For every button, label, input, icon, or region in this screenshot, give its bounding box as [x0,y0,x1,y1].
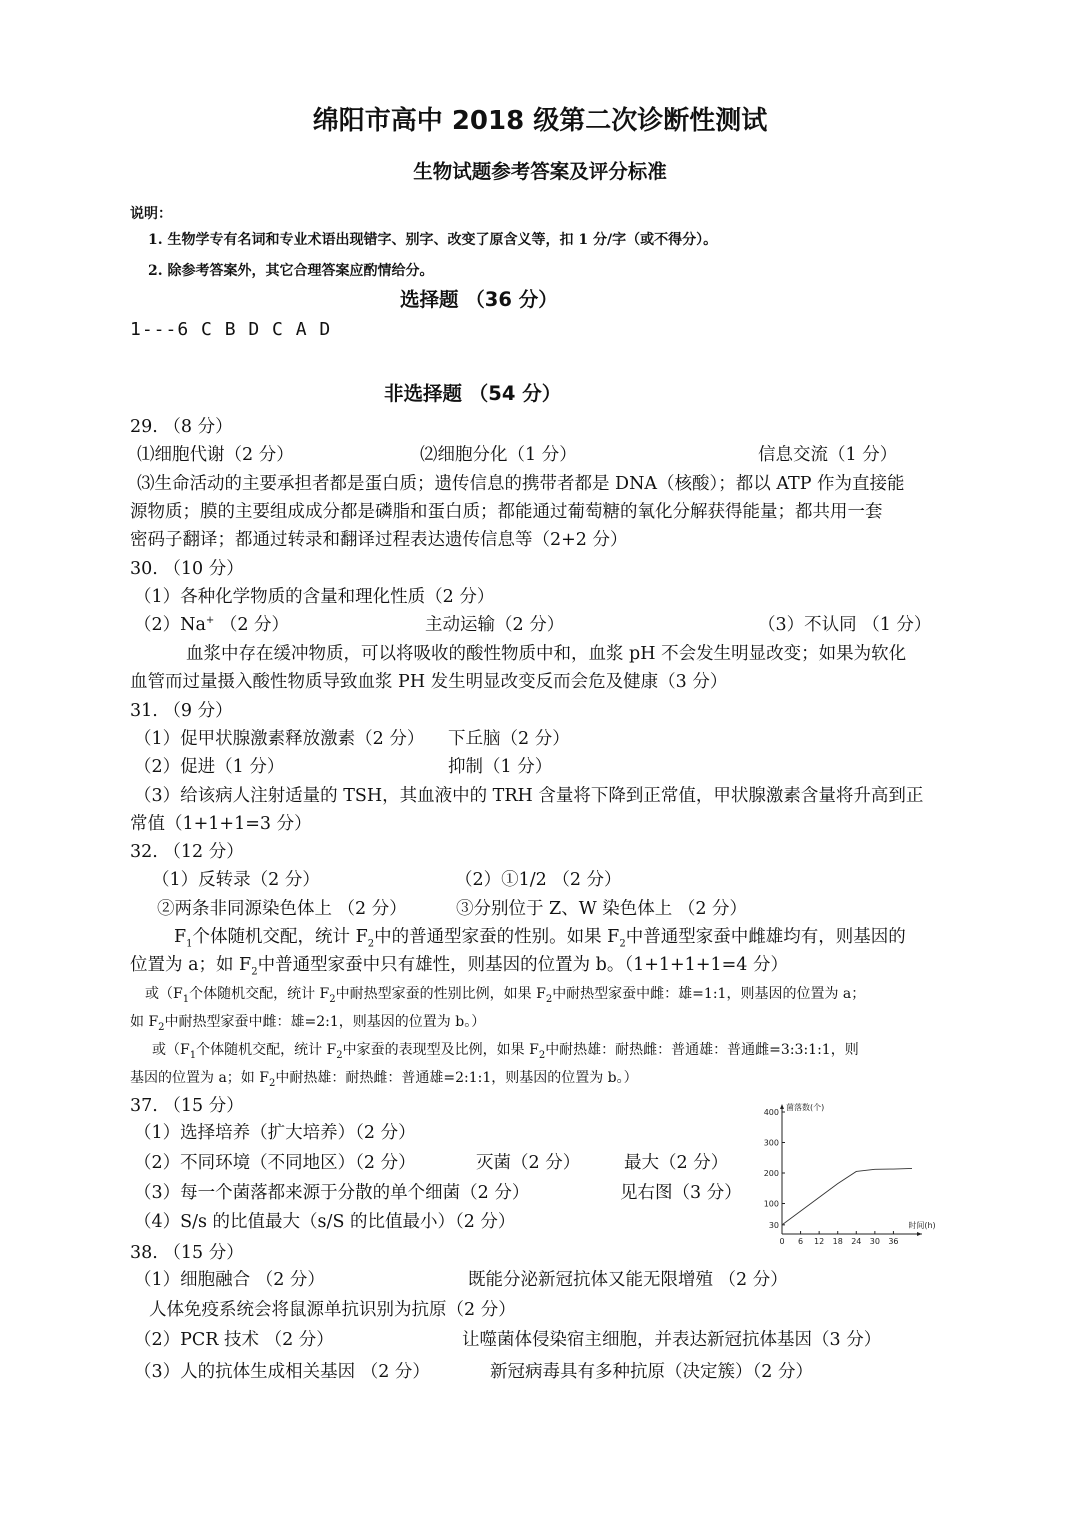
q37-heading: 37. （15 分） [130,1096,244,1116]
q32-alt-1a: 或（$F_1$个体随机交配，统计 $F_2$中耐热型家蚕的性别比例，如果 $F_2$中耐热型家蚕中雌：雄=1:1，则基因的位置为 a； [145,986,866,1005]
q38-answer-2b: 让噬菌体侵染宿主细胞，并表达新冠抗体基因（3 分） [462,1330,882,1350]
q31-answer-2b: 抑制（1 分） [448,757,553,777]
note-item-2: 2. 除参考答案外，其它合理答案应酌情给分。 [148,263,434,279]
q38-answer-1: （1）细胞融合 （2 分） [134,1270,325,1290]
q30-line-2: 血管而过量摄入酸性物质导致血浆 PH 发生明显改变反而会危及健康（3 分） [130,672,728,692]
q38-answer-1c: 人体免疫系统会将鼠源单抗识别为抗原（2 分） [149,1300,516,1320]
q29-heading: 29. （8 分） [130,417,233,437]
x-tick-label: 0 [779,1237,785,1246]
q29-line-3: 密码子翻译；都通过转录和翻译过程表达遗传信息等（2+2 分） [130,530,628,550]
q37-answer-2b: 灭菌（2 分） [476,1153,581,1173]
x-tick-label: 6 [798,1237,804,1246]
x-tick-label: 12 [814,1237,825,1246]
q38-answer-3b: 新冠病毒具有多种抗原（决定簇）（2 分） [490,1362,813,1382]
page-title: 绵阳市高中 2018 级第二次诊断性测试 [312,106,768,136]
q30-answer-2: （2）Na+ （2 分） [134,615,290,635]
q32-answer-2: （2）①1/2 （2 分） [455,870,622,890]
growth-curve-line [782,1168,912,1224]
q31-answer-1: （1）促甲状腺激素释放激素（2 分） [134,729,425,749]
y-tick-label: 300 [763,1138,779,1148]
x-tick-label: 24 [851,1237,862,1246]
x-tick-label: 30 [869,1237,880,1246]
y-tick-label: 30 [768,1220,779,1230]
q32-answer-1: （1）反转录（2 分） [152,870,320,890]
q31-answer-1b: 下丘脑（2 分） [448,729,570,749]
choice-heading: 选择题 （36 分） [400,288,558,311]
q37-answer-2: （2）不同环境（不同地区）（2 分） [134,1153,416,1173]
page-subtitle: 生物试题参考答案及评分标准 [413,160,667,183]
q37-answer-1: （1）选择培养（扩大培养）（2 分） [134,1123,416,1143]
x-axis-label: 时间(h) [908,1221,936,1230]
q37-answer-2c: 最大（2 分） [624,1153,729,1173]
q37-answer-3b: 见右图（3 分） [620,1183,742,1203]
q31-answer-2: （2）促进（1 分） [134,757,285,777]
q29-line-1: ⑶生命活动的主要承担者都是蛋白质；遗传信息的携带者都是 DNA（核酸）；都以 ATP 作为直接能 [137,474,905,494]
q38-answer-1b: 既能分泌新冠抗体又能无限增殖 （2 分） [468,1270,788,1290]
nonchoice-heading: 非选择题 （54 分） [384,382,562,405]
choice-answers: 1---6 C B D C A D [130,319,332,340]
q32-alt-1b: 如 $F_2$中耐热型家蚕中雌：雄=2:1，则基因的位置为 b。） [130,1014,486,1033]
q30-line-1: 血浆中存在缓冲物质，可以将吸收的酸性物质中和，血浆 pH 不会发生明显改变；如果为软化 [186,644,907,664]
notes-label: 说明： [130,206,172,222]
colony-growth-chart [752,1098,936,1248]
q38-answer-2: （2）PCR 技术 （2 分） [134,1330,334,1350]
q32-alt-2a: 或（$F_1$个体随机交配，统计 $F_2$中家蚕的表现型及比例，如果 $F_2$中耐热雄：耐热雌：普通雄：普通雌=3:3:1:1，则 [152,1042,859,1061]
y-tick-label: 100 [763,1199,779,1209]
y-axis-label: 菌落数(个) [786,1103,825,1112]
q37-answer-3: （3）每一个菌落都来源于分散的单个细菌（2 分） [134,1183,530,1203]
q30-answer-3: （3）不认同 （1 分） [758,615,932,635]
q29-line-2: 源物质；膜的主要组成成分都是磷脂和蛋白质；都能通过葡萄糖的氧化分解获得能量；都共用一套 [130,502,883,522]
q29-answer-2: ⑵细胞分化（1 分） [420,445,577,465]
q31-heading: 31. （9 分） [130,701,233,721]
q29-answer-3: 信息交流（1 分） [758,445,898,465]
q30-heading: 30. （10 分） [130,559,244,579]
q30-answer-2b: 主动运输（2 分） [425,615,565,635]
q38-heading: 38. （15 分） [130,1243,244,1263]
q32-para-1: $F_1$个体随机交配，统计 $F_2$中的普通型家蚕的性别。如果 $F_2$中普通型家蚕中雌雄均有，则基因的 [174,927,906,950]
q37-answer-4: （4）S/s 的比值最大（s/S 的比值最小）（2 分） [134,1212,516,1232]
q29-answer-1: ⑴细胞代谢（2 分） [137,445,294,465]
q38-answer-3: （3）人的抗体生成相关基因 （2 分） [134,1362,430,1382]
note-item-1: 1. 生物学专有名词和专业术语出现错字、别字、改变了原含义等，扣 1 分/字（或不得分）。 [148,232,718,248]
y-tick-label: 400 [763,1108,779,1117]
x-tick-label: 36 [888,1237,899,1246]
y-tick-label: 200 [763,1169,779,1178]
q32-para-2: 位置为 a；如 $F_2$中普通型家蚕中只有雄性，则基因的位置为 b。（1+1+1+1=4 分） [130,955,788,978]
q32-alt-2b: 基因的位置为 a；如 $F_2$中耐热雄：耐热雌：普通雄=2:1:1，则基因的位置为 b。） [130,1070,638,1089]
x-axis-arrow [917,1232,922,1236]
q32-heading: 32. （12 分） [130,842,244,862]
y-axis-arrow [780,1104,784,1109]
q32-answer-4: ③分别位于 Z、W 染色体上 （2 分） [456,899,748,919]
x-tick-label: 18 [832,1237,843,1246]
q31-line-2: 常值（1+1+1=3 分） [130,814,312,834]
q31-line-1: （3）给该病人注射适量的 TSH，其血液中的 TRH 含量将下降到正常值，甲状腺激素含量将升高到正 [134,786,924,806]
q32-answer-3: ②两条非同源染色体上 （2 分） [157,899,407,919]
q30-answer-1: （1）各种化学物质的含量和理化性质（2 分） [134,587,495,607]
